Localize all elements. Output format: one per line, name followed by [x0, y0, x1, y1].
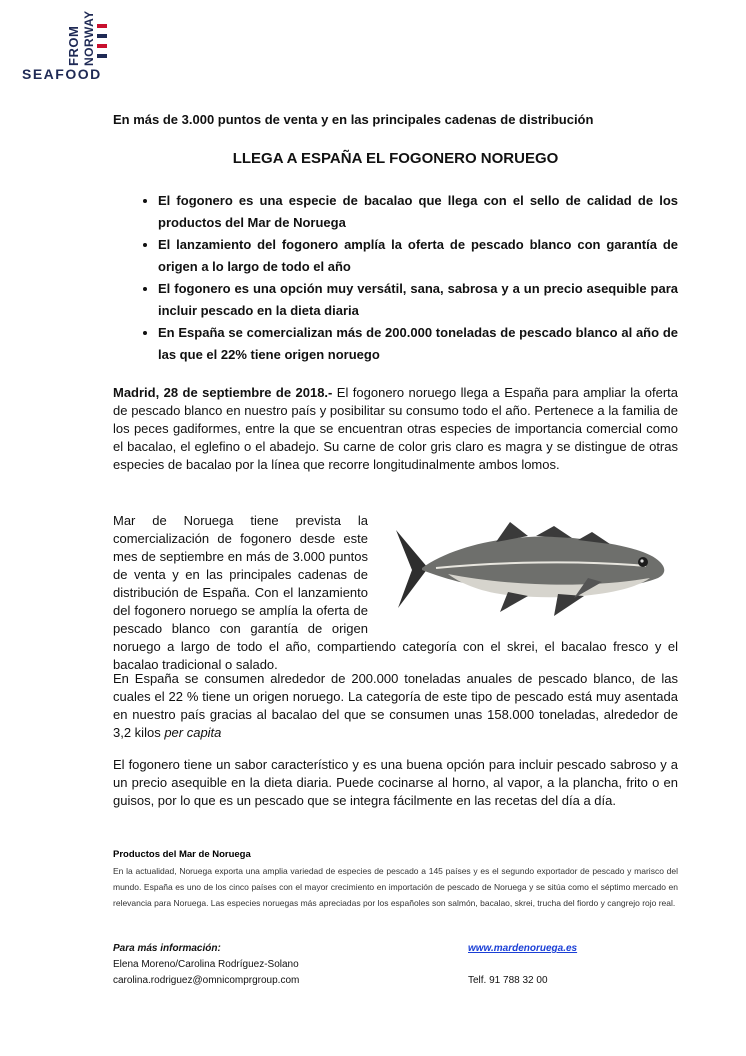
logo-seafood-text: SEAFOOD [22, 66, 102, 82]
key-points-list [113, 190, 678, 366]
logo-flag-bar-navy-2 [97, 54, 107, 58]
contact-email[interactable]: carolina.rodriguez@omnicomprgroup.com [113, 975, 300, 986]
logo-from-text: FROM [66, 25, 81, 66]
fish-image [388, 512, 678, 620]
body-paragraph-2 [113, 512, 678, 674]
paragraph-1-text: El fogonero noruego llega a España para ampliar la oferta de pescado blanco en nuestro país y posibilitar su consumo todo el año. Pertenece a la familia de los peces gadiformes, entre la que se encuentran otras especies de importancia comercial como el bacalao, el eglefino o el abadejo. Su carne de color gris claro es magra y se distingue de otras especies de bacalao por la línea que recorre longitudinalmente ambos lomos. [113, 385, 678, 472]
about-section [113, 847, 678, 911]
key-point: • En España se comercializan más de 200.000 toneladas de pescado blanco al año de las que el 22% tiene origen noruego [158, 322, 678, 366]
contact-names: Elena Moreno/Carolina Rodríguez-Solano [113, 959, 299, 970]
dateline: Madrid, 28 de septiembre de 2018.- [113, 385, 333, 400]
paragraph-3-text: En España se consumen alrededor de 200.000 toneladas anuales de pescado blanco, de las cuales el 22 % tiene un origen noruego. La categoría de este tipo de pescado está muy asentada en nuestro país gracias al bacalao del que se consumen unas 158.000 toneladas, alrededor de 3,2 kilos [113, 671, 678, 740]
contact-label: Para más información: [113, 943, 221, 954]
per-capita-text: per capita [164, 725, 222, 740]
contact-phone: Telf. 91 788 32 00 [468, 975, 548, 986]
spacer [468, 957, 688, 973]
key-point: • El fogonero es una opción muy versátil, sana, sabrosa y a un precio asequible para incluir pescado en la dieta diaria [158, 278, 678, 322]
website-link[interactable]: www.mardenoruega.es [468, 943, 578, 954]
body-paragraph-3 [113, 670, 678, 742]
about-title: Productos del Mar de Noruega [113, 849, 251, 860]
logo-flag-bar-red [97, 24, 107, 28]
key-point: • El fogonero es una especie de bacalao que llega con el sello de calidad de los productos del Mar de Noruega [158, 190, 678, 234]
logo-flag-bar-navy [97, 34, 107, 38]
contact-right [468, 941, 688, 989]
body-paragraph-1 [113, 384, 678, 474]
key-point: • El lanzamiento del fogonero amplía la oferta de pescado blanco con garantía de origen a lo largo de todo el año [158, 234, 678, 278]
logo-norway-text: NORWAY [82, 10, 96, 66]
subtitle: En más de 3.000 puntos de venta y en las principales cadenas de distribución [113, 112, 594, 127]
paragraph-2-text: Mar de Noruega tiene prevista la comercialización de fogonero desde este mes de septiembre en más de 3.000 puntos de venta y en las principales cadenas de distribución de España. Con el lanzamiento del fogonero noruego se amplía la oferta de pescado blanco con garantía de origen noruego a largo de todo el año, compartiendo categoría con el skrei, el bacalao fresco y el bacalao tradicional o salado. [113, 513, 678, 672]
body-paragraph-4: El fogonero tiene un sabor característico y es una buena opción para incluir pescado sabroso y a un precio asequible en la dieta diaria. Puede cocinarse al horno, al vapor, a la plancha, frito o en guisos, por lo que es un pescado que se integra fácilmente en las recetas del día a día. [113, 757, 678, 808]
headline: LLEGA A ESPAÑA EL FOGONERO NORUEGO [232, 150, 559, 167]
contact-info [113, 941, 413, 989]
about-text: En la actualidad, Noruega exporta una amplia variedad de especies de pescado a 145 países y es el segundo exportador de pescado y marisco del mundo. España es uno de los cinco países con el mayor crecimiento en importación de pescado de Noruega y se sitúa como el séptimo mercado en relevancia para Noruega. Las especies noruegas más apreciadas por los españoles son salmón, bacalao, skrei, trucha del fiordo y cangrejo rojo real. [113, 866, 678, 908]
logo-flag-bar-red-2 [97, 44, 107, 48]
seafood-norway-logo [22, 10, 122, 108]
